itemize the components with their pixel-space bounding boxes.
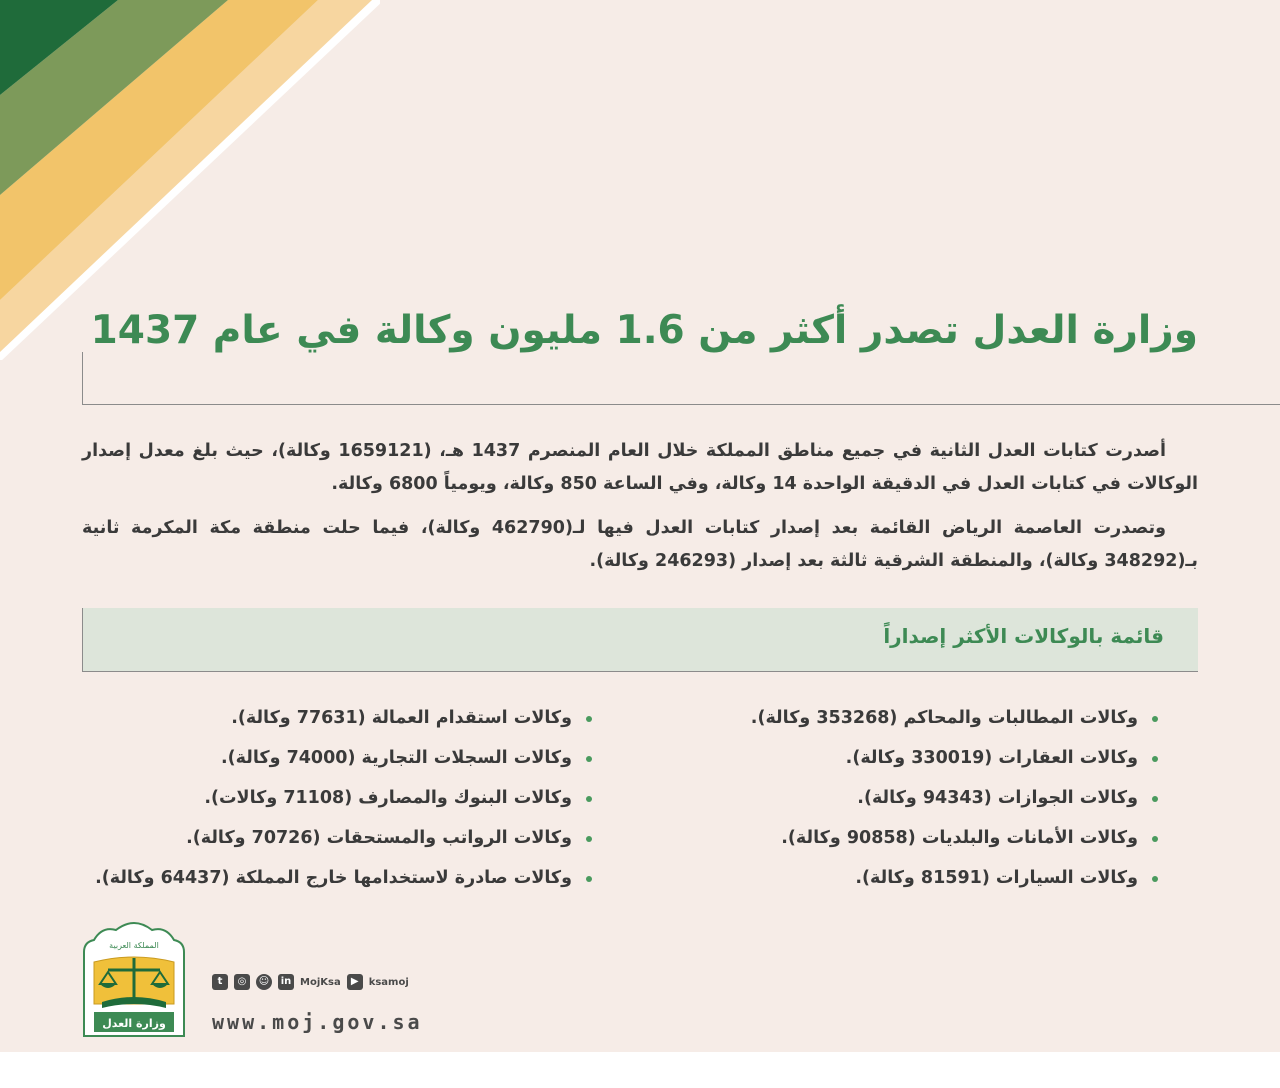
bullet-icon xyxy=(1152,756,1158,762)
youtube-icon[interactable]: ▶ xyxy=(347,974,363,990)
agencies-list-left xyxy=(95,700,592,900)
website-link[interactable]: www.moj.gov.sa xyxy=(212,1010,423,1034)
instagram-icon[interactable]: ◎ xyxy=(234,974,250,990)
list-item: وكالات الأمانات والبلديات (90858 وكالة). xyxy=(751,820,1158,860)
list-item: وكالات البنوك والمصارف (71108 وكالات). xyxy=(95,780,592,820)
list-item: وكالات استقدام العمالة (77631 وكالة). xyxy=(95,700,592,740)
bullet-icon xyxy=(586,876,592,882)
paragraph-summary: أصدرت كتابات العدل الثانية في جميع مناطق المملكة خلال العام المنصرم 1437 هـ، (1659121 وكالة)، حيث بلغ معدل إصدار الوكالات في كتابات العدل في الدقيقة الواحدة 14 وكالة، وفي الساعة 850 وكالة، ويومياً 6800 وكالة. xyxy=(82,441,1198,494)
bullet-icon xyxy=(1152,796,1158,802)
linkedin-icon[interactable]: in xyxy=(278,974,294,990)
paragraph-regions: وتصدرت العاصمة الرياض القائمة بعد إصدار كتابات العدل فيها لـ(462790 وكالة)، فيما حلت منطقة مكة المكرمة ثانية بـ(348292 وكالة)، والمنطقة الشرقية ثالثة بعد إصدار (246293 وكالة). xyxy=(82,518,1198,571)
list-item: وكالات السجلات التجارية (74000 وكالة). xyxy=(95,740,592,780)
bullet-icon xyxy=(1152,716,1158,722)
ministry-logo xyxy=(80,918,188,1038)
social-links xyxy=(212,972,409,992)
page-title: وزارة العدل تصدر أكثر من 1.6 مليون وكالة في عام 1437 xyxy=(90,308,1198,353)
list-item: وكالات صادرة لاستخدامها خارج المملكة (64437 وكالة). xyxy=(95,860,592,900)
social-handle-ksamoj[interactable]: ksamoj xyxy=(368,976,409,988)
snapchat-icon[interactable]: ☺ xyxy=(256,974,272,990)
list-item: وكالات المطالبات والمحاكم (353268 وكالة). xyxy=(751,700,1158,740)
social-handle-mojksa[interactable]: MojKsa xyxy=(300,976,341,988)
list-section-title: قائمة بالوكالات الأكثر إصداراً xyxy=(883,624,1164,648)
list-item: وكالات الجوازات (94343 وكالة). xyxy=(751,780,1158,820)
bullet-icon xyxy=(586,796,592,802)
footer-strip xyxy=(0,1052,1280,1088)
bullet-icon xyxy=(1152,876,1158,882)
svg-text:وزارة العدل: وزارة العدل xyxy=(102,1017,166,1030)
bullet-icon xyxy=(1152,836,1158,842)
title-rule-tick xyxy=(82,352,83,405)
list-item: وكالات السيارات (81591 وكالة). xyxy=(751,860,1158,900)
twitter-icon[interactable]: t xyxy=(212,974,228,990)
agencies-list-right xyxy=(751,700,1158,900)
list-section-header xyxy=(82,608,1198,672)
list-item: وكالات العقارات (330019 وكالة). xyxy=(751,740,1158,780)
bullet-icon xyxy=(586,836,592,842)
svg-text:المملكة العربية: المملكة العربية xyxy=(109,941,159,950)
bullet-icon xyxy=(586,756,592,762)
bullet-icon xyxy=(586,716,592,722)
title-rule xyxy=(82,404,1280,405)
list-item: وكالات الرواتب والمستحقات (70726 وكالة). xyxy=(95,820,592,860)
